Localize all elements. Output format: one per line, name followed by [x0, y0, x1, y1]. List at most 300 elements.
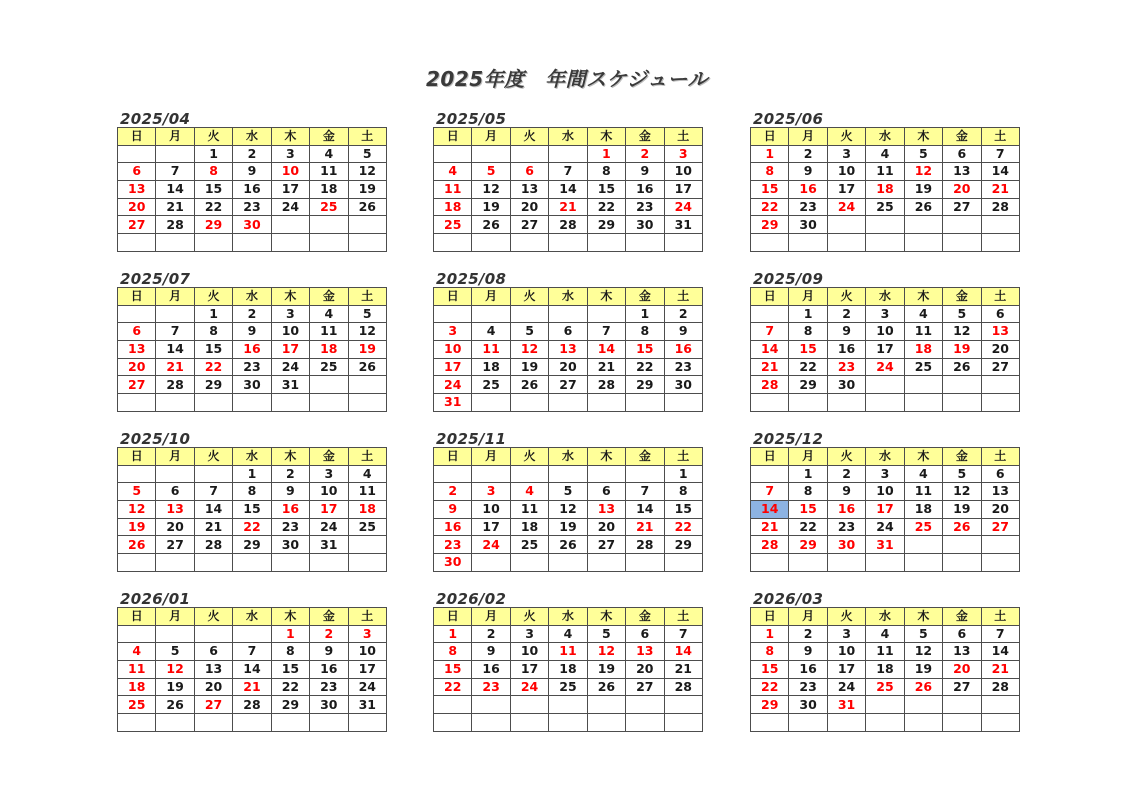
day-cell: 15 — [751, 181, 789, 199]
day-cell: 9 — [664, 323, 702, 341]
month-table — [117, 607, 387, 732]
day-cell: 12 — [348, 323, 386, 341]
weekday-header: 火 — [194, 448, 232, 466]
weekday-header: 月 — [156, 288, 194, 306]
weekday-header: 水 — [233, 608, 271, 626]
weekday-header-row — [434, 288, 703, 306]
empty-cell — [510, 394, 548, 412]
week-row — [434, 198, 703, 216]
empty-cell — [789, 234, 827, 252]
weekday-header: 水 — [866, 448, 904, 466]
day-cell: 7 — [981, 145, 1019, 163]
day-cell: 3 — [866, 465, 904, 483]
empty-cell — [789, 554, 827, 572]
day-cell: 15 — [233, 501, 271, 519]
day-cell: 3 — [664, 145, 702, 163]
day-cell: 31 — [827, 696, 865, 714]
day-cell: 20 — [510, 198, 548, 216]
day-cell: 7 — [751, 323, 789, 341]
day-cell: 28 — [626, 536, 664, 554]
day-cell: 25 — [904, 518, 942, 536]
day-cell: 13 — [587, 501, 625, 519]
day-cell: 30 — [233, 216, 271, 234]
empty-cell — [827, 554, 865, 572]
day-cell: 11 — [904, 323, 942, 341]
day-cell: 2 — [472, 625, 510, 643]
empty-cell — [587, 234, 625, 252]
weekday-header: 月 — [472, 608, 510, 626]
empty-cell — [118, 714, 156, 732]
day-cell: 30 — [271, 536, 309, 554]
empty-cell — [118, 145, 156, 163]
day-cell: 19 — [348, 341, 386, 359]
day-cell: 15 — [789, 341, 827, 359]
week-row — [434, 696, 703, 714]
empty-cell — [789, 714, 827, 732]
day-cell: 16 — [310, 661, 348, 679]
day-cell: 15 — [751, 661, 789, 679]
week-row — [751, 216, 1020, 234]
day-cell: 13 — [626, 643, 664, 661]
day-cell: 16 — [271, 501, 309, 519]
day-cell: 9 — [472, 643, 510, 661]
empty-cell — [194, 234, 232, 252]
day-cell: 30 — [626, 216, 664, 234]
week-row — [118, 643, 387, 661]
month-calendar-2025-05 — [433, 108, 703, 252]
weekday-header: 月 — [156, 608, 194, 626]
day-cell: 13 — [981, 483, 1019, 501]
day-cell: 27 — [510, 216, 548, 234]
day-cell: 3 — [827, 625, 865, 643]
day-cell: 30 — [827, 536, 865, 554]
day-cell: 22 — [194, 358, 232, 376]
week-row — [434, 216, 703, 234]
month-table — [117, 127, 387, 252]
weekday-header: 土 — [664, 128, 702, 146]
day-cell: 13 — [194, 661, 232, 679]
month-label: 2025/10 — [120, 430, 191, 448]
weekday-header-row — [751, 288, 1020, 306]
day-cell: 6 — [194, 643, 232, 661]
week-row — [751, 305, 1020, 323]
day-cell: 25 — [348, 518, 386, 536]
empty-cell — [348, 376, 386, 394]
day-cell: 7 — [233, 643, 271, 661]
weekday-header: 木 — [587, 128, 625, 146]
day-cell: 8 — [233, 483, 271, 501]
weekday-header: 木 — [271, 128, 309, 146]
empty-cell — [434, 234, 472, 252]
day-cell: 25 — [510, 536, 548, 554]
day-cell: 20 — [943, 181, 981, 199]
day-cell: 30 — [310, 696, 348, 714]
day-cell: 6 — [943, 625, 981, 643]
empty-cell — [271, 554, 309, 572]
empty-cell — [118, 234, 156, 252]
day-cell: 28 — [194, 536, 232, 554]
day-cell: 1 — [751, 145, 789, 163]
day-cell: 5 — [904, 145, 942, 163]
empty-cell — [664, 696, 702, 714]
day-cell: 14 — [156, 181, 194, 199]
empty-cell — [549, 145, 587, 163]
empty-cell — [943, 554, 981, 572]
day-cell: 14 — [587, 341, 625, 359]
weekday-header: 水 — [866, 608, 904, 626]
month-table — [750, 447, 1020, 572]
empty-cell — [904, 536, 942, 554]
day-cell: 26 — [904, 198, 942, 216]
empty-cell — [310, 376, 348, 394]
week-row — [118, 696, 387, 714]
empty-cell — [510, 305, 548, 323]
day-cell: 22 — [587, 198, 625, 216]
weekday-header: 火 — [827, 448, 865, 466]
day-cell: 8 — [751, 643, 789, 661]
day-cell: 20 — [626, 661, 664, 679]
day-cell: 2 — [827, 465, 865, 483]
day-cell: 12 — [587, 643, 625, 661]
week-row — [434, 234, 703, 252]
day-cell: 18 — [310, 341, 348, 359]
empty-cell — [866, 696, 904, 714]
day-cell: 3 — [866, 305, 904, 323]
empty-cell — [827, 394, 865, 412]
day-cell: 30 — [789, 696, 827, 714]
weekday-header: 火 — [194, 128, 232, 146]
day-cell: 24 — [827, 198, 865, 216]
day-cell: 12 — [156, 661, 194, 679]
empty-cell — [434, 145, 472, 163]
weekday-header: 金 — [943, 128, 981, 146]
day-cell: 19 — [156, 678, 194, 696]
day-cell: 20 — [549, 358, 587, 376]
empty-cell — [194, 554, 232, 572]
day-cell: 7 — [549, 163, 587, 181]
day-cell: 15 — [194, 341, 232, 359]
day-cell: 19 — [118, 518, 156, 536]
week-row — [434, 323, 703, 341]
day-cell: 25 — [472, 376, 510, 394]
week-row — [118, 358, 387, 376]
weekday-header: 日 — [118, 128, 156, 146]
day-cell: 27 — [626, 678, 664, 696]
week-row — [118, 483, 387, 501]
day-cell: 3 — [827, 145, 865, 163]
week-row — [434, 376, 703, 394]
day-cell: 3 — [310, 465, 348, 483]
day-cell: 6 — [587, 483, 625, 501]
weekday-header: 水 — [233, 288, 271, 306]
week-row — [118, 465, 387, 483]
empty-cell — [194, 394, 232, 412]
day-cell: 13 — [943, 643, 981, 661]
day-cell: 2 — [827, 305, 865, 323]
month-label: 2025/12 — [753, 430, 824, 448]
day-cell: 16 — [789, 181, 827, 199]
week-row — [751, 661, 1020, 679]
day-cell: 21 — [981, 181, 1019, 199]
weekday-header: 水 — [866, 288, 904, 306]
week-row — [751, 234, 1020, 252]
week-row — [751, 323, 1020, 341]
empty-cell — [549, 714, 587, 732]
weekday-header-row — [118, 288, 387, 306]
empty-cell — [943, 536, 981, 554]
day-cell: 15 — [434, 661, 472, 679]
day-cell: 2 — [626, 145, 664, 163]
day-cell: 11 — [310, 163, 348, 181]
day-cell: 28 — [751, 376, 789, 394]
empty-cell — [118, 305, 156, 323]
day-cell: 7 — [664, 625, 702, 643]
day-cell: 4 — [866, 145, 904, 163]
week-row — [434, 661, 703, 679]
day-cell: 17 — [472, 518, 510, 536]
day-cell: 13 — [118, 181, 156, 199]
day-cell: 14 — [981, 643, 1019, 661]
day-cell: 10 — [827, 163, 865, 181]
month-table — [433, 127, 703, 252]
empty-cell — [510, 234, 548, 252]
day-cell: 22 — [664, 518, 702, 536]
weekday-header: 火 — [827, 128, 865, 146]
day-cell: 13 — [943, 163, 981, 181]
weekday-header: 水 — [233, 448, 271, 466]
weekday-header: 日 — [751, 128, 789, 146]
empty-cell — [587, 696, 625, 714]
weekday-header: 木 — [587, 608, 625, 626]
day-cell: 17 — [348, 661, 386, 679]
day-cell: 18 — [904, 501, 942, 519]
day-cell: 16 — [626, 181, 664, 199]
day-cell: 13 — [981, 323, 1019, 341]
weekday-header: 水 — [549, 288, 587, 306]
empty-cell — [751, 394, 789, 412]
week-row — [751, 536, 1020, 554]
month-calendar-2026-01 — [117, 588, 387, 732]
empty-cell — [587, 305, 625, 323]
empty-cell — [626, 714, 664, 732]
day-cell: 19 — [904, 181, 942, 199]
weekday-header-row — [118, 608, 387, 626]
day-cell: 5 — [549, 483, 587, 501]
day-cell: 25 — [118, 696, 156, 714]
empty-cell — [866, 394, 904, 412]
empty-cell — [156, 145, 194, 163]
day-cell: 20 — [587, 518, 625, 536]
weekday-header: 水 — [549, 128, 587, 146]
day-cell: 5 — [118, 483, 156, 501]
day-cell: 17 — [510, 661, 548, 679]
day-cell: 28 — [981, 198, 1019, 216]
day-cell: 29 — [587, 216, 625, 234]
day-cell: 12 — [943, 323, 981, 341]
day-cell: 29 — [751, 696, 789, 714]
day-cell: 3 — [348, 625, 386, 643]
weekday-header: 火 — [194, 608, 232, 626]
day-cell: 7 — [587, 323, 625, 341]
day-cell: 26 — [118, 536, 156, 554]
empty-cell — [156, 394, 194, 412]
day-cell: 14 — [156, 341, 194, 359]
day-cell: 1 — [434, 625, 472, 643]
week-row — [751, 394, 1020, 412]
empty-cell — [981, 554, 1019, 572]
weekday-header: 月 — [472, 288, 510, 306]
day-cell: 7 — [156, 323, 194, 341]
day-cell: 20 — [981, 341, 1019, 359]
week-row — [434, 678, 703, 696]
day-cell: 29 — [194, 216, 232, 234]
empty-cell — [751, 714, 789, 732]
day-cell: 15 — [664, 501, 702, 519]
empty-cell — [348, 394, 386, 412]
day-cell: 21 — [626, 518, 664, 536]
day-cell: 25 — [549, 678, 587, 696]
day-cell: 14 — [981, 163, 1019, 181]
day-cell: 23 — [789, 678, 827, 696]
day-cell: 18 — [348, 501, 386, 519]
week-row — [434, 305, 703, 323]
day-cell: 15 — [194, 181, 232, 199]
weekday-header: 月 — [156, 128, 194, 146]
day-cell: 24 — [434, 376, 472, 394]
day-cell: 9 — [233, 163, 271, 181]
day-cell: 12 — [943, 483, 981, 501]
empty-cell — [789, 394, 827, 412]
weekday-header: 土 — [981, 448, 1019, 466]
month-calendar-2025-10 — [117, 428, 387, 572]
week-row — [751, 518, 1020, 536]
month-table — [433, 287, 703, 412]
day-cell: 1 — [587, 145, 625, 163]
day-cell: 28 — [587, 376, 625, 394]
day-cell: 1 — [194, 145, 232, 163]
day-cell: 28 — [751, 536, 789, 554]
week-row — [751, 198, 1020, 216]
day-cell: 1 — [626, 305, 664, 323]
weekday-header: 金 — [626, 608, 664, 626]
day-cell: 22 — [789, 358, 827, 376]
empty-cell — [194, 465, 232, 483]
day-cell: 16 — [233, 341, 271, 359]
empty-cell — [587, 465, 625, 483]
day-cell: 11 — [348, 483, 386, 501]
weekday-header: 水 — [549, 448, 587, 466]
empty-cell — [194, 714, 232, 732]
day-cell: 24 — [472, 536, 510, 554]
day-cell: 15 — [626, 341, 664, 359]
day-cell: 29 — [664, 536, 702, 554]
weekday-header: 日 — [434, 448, 472, 466]
empty-cell — [943, 216, 981, 234]
empty-cell — [156, 305, 194, 323]
day-cell: 10 — [664, 163, 702, 181]
weekday-header: 金 — [626, 288, 664, 306]
day-cell: 31 — [664, 216, 702, 234]
empty-cell — [904, 376, 942, 394]
day-cell: 8 — [789, 323, 827, 341]
day-cell: 24 — [827, 678, 865, 696]
week-row — [118, 163, 387, 181]
empty-cell — [751, 465, 789, 483]
month-table — [117, 287, 387, 412]
day-cell: 9 — [789, 163, 827, 181]
day-cell: 20 — [981, 501, 1019, 519]
day-cell: 2 — [664, 305, 702, 323]
day-cell: 20 — [118, 358, 156, 376]
day-cell: 27 — [156, 536, 194, 554]
week-row — [118, 501, 387, 519]
weekday-header: 金 — [626, 128, 664, 146]
day-cell: 3 — [271, 305, 309, 323]
day-cell: 5 — [472, 163, 510, 181]
week-row — [118, 305, 387, 323]
day-cell: 4 — [510, 483, 548, 501]
day-cell: 10 — [348, 643, 386, 661]
day-cell: 19 — [943, 341, 981, 359]
day-cell: 18 — [866, 181, 904, 199]
day-cell: 18 — [434, 198, 472, 216]
day-cell: 31 — [271, 376, 309, 394]
empty-cell — [626, 465, 664, 483]
day-cell: 18 — [118, 678, 156, 696]
day-cell: 6 — [156, 483, 194, 501]
week-row — [751, 554, 1020, 572]
weekday-header: 月 — [789, 128, 827, 146]
day-cell: 24 — [664, 198, 702, 216]
day-cell: 27 — [118, 376, 156, 394]
day-cell: 11 — [472, 341, 510, 359]
day-cell: 15 — [789, 501, 827, 519]
weekday-header: 金 — [943, 448, 981, 466]
day-cell: 9 — [789, 643, 827, 661]
day-cell: 8 — [194, 163, 232, 181]
week-row — [434, 501, 703, 519]
day-cell: 21 — [156, 358, 194, 376]
day-cell: 11 — [549, 643, 587, 661]
empty-cell — [271, 234, 309, 252]
day-cell: 1 — [789, 465, 827, 483]
day-cell: 29 — [271, 696, 309, 714]
day-cell: 10 — [510, 643, 548, 661]
empty-cell — [434, 465, 472, 483]
empty-cell — [587, 394, 625, 412]
day-cell: 19 — [587, 661, 625, 679]
empty-cell — [626, 394, 664, 412]
day-cell: 1 — [751, 625, 789, 643]
month-table — [750, 127, 1020, 252]
empty-cell — [233, 394, 271, 412]
day-cell: 21 — [751, 358, 789, 376]
weekday-header: 日 — [751, 288, 789, 306]
day-cell: 1 — [233, 465, 271, 483]
weekday-header: 月 — [472, 448, 510, 466]
day-cell: 28 — [233, 696, 271, 714]
weekday-header: 土 — [348, 288, 386, 306]
empty-cell — [943, 376, 981, 394]
day-cell: 14 — [549, 181, 587, 199]
day-cell: 10 — [434, 341, 472, 359]
day-cell: 5 — [348, 145, 386, 163]
day-cell: 5 — [156, 643, 194, 661]
day-cell: 2 — [233, 305, 271, 323]
day-cell: 17 — [866, 341, 904, 359]
week-row — [434, 181, 703, 199]
day-cell: 17 — [866, 501, 904, 519]
